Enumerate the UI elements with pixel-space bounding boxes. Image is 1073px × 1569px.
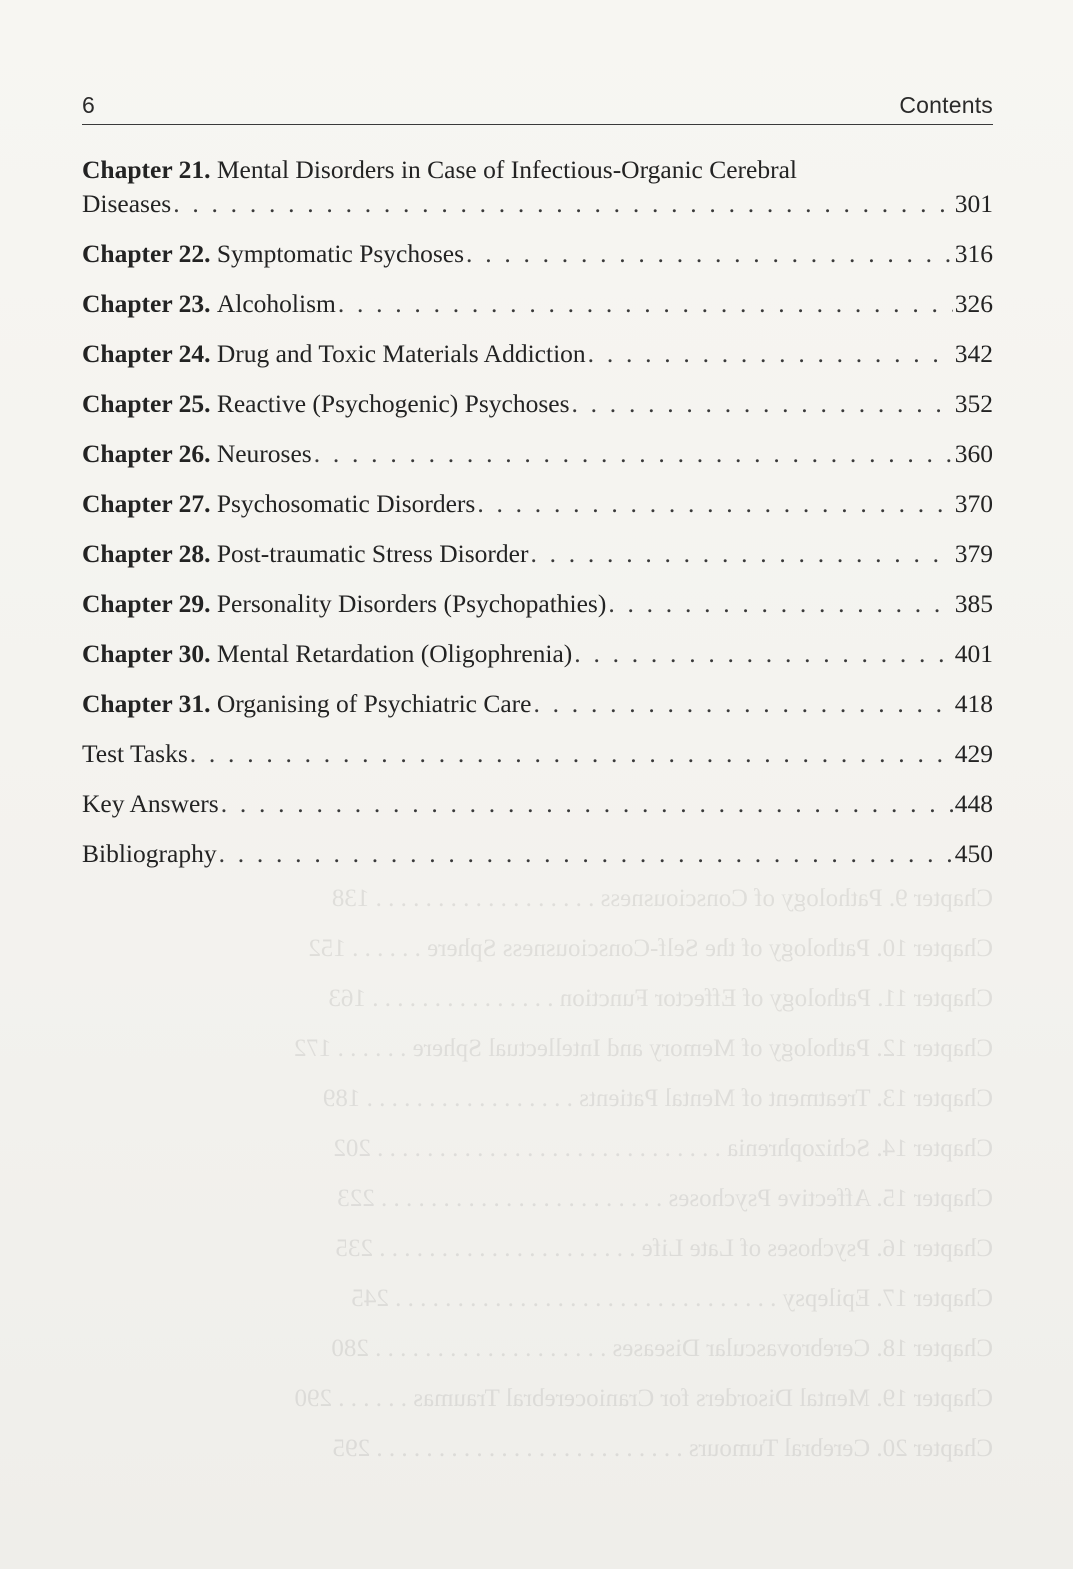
table-of-contents — [82, 153, 993, 887]
page-ref: 352 — [954, 389, 993, 418]
page-ref: 342 — [954, 339, 993, 368]
running-head — [82, 90, 993, 125]
page-ref: 360 — [954, 439, 993, 468]
chapter-label: Chapter 26. — [82, 439, 211, 468]
toc-line — [82, 287, 993, 321]
toc-line — [82, 153, 993, 187]
chapter-title: Reactive (Psychogenic) Psychoses — [216, 389, 570, 418]
chapter-label: Chapter 25. — [82, 389, 211, 418]
show-through-text: Chapter 14. Schizophrenia . . . . . . . . . . . . . . . . . . . . . . . . . . . . 202 — [333, 1135, 993, 1162]
section-title: Bibliography — [82, 839, 217, 868]
toc-line — [82, 537, 993, 571]
toc-line — [82, 587, 993, 621]
toc-line — [82, 187, 993, 221]
dot-leader — [190, 737, 953, 771]
show-through-text: Chapter 11. Pathology of Effector Function . . . . . . . . . . . . . . . 163 — [328, 985, 993, 1012]
dot-leader — [608, 587, 952, 621]
chapter-title: Drug and Toxic Materials Addiction — [216, 339, 586, 368]
toc-entry-chapter-26[interactable] — [82, 437, 993, 487]
page-ref: 301 — [954, 189, 993, 218]
dot-leader — [338, 287, 953, 321]
dot-leader — [572, 387, 953, 421]
chapter-label: Chapter 22. — [82, 239, 211, 268]
dot-leader — [477, 487, 952, 521]
toc-entry-chapter-23[interactable] — [82, 287, 993, 337]
chapter-title: Post-traumatic Stress Disorder — [216, 539, 529, 568]
chapter-label: Chapter 24. — [82, 339, 211, 368]
chapter-title: Mental Disorders in Case of Infectious-Organic Cerebral — [216, 155, 798, 184]
page-ref: 418 — [954, 689, 993, 718]
toc-line — [82, 687, 993, 721]
toc-line — [82, 487, 993, 521]
toc-line — [82, 237, 993, 271]
toc-entry-chapter-27[interactable] — [82, 487, 993, 537]
toc-line — [82, 737, 993, 771]
dot-leader — [314, 437, 953, 471]
chapter-label: Chapter 30. — [82, 639, 211, 668]
page-ref: 370 — [954, 489, 993, 518]
page-ref: 401 — [954, 639, 993, 668]
page-number: 6 — [82, 92, 95, 118]
show-through-text: Chapter 19. Mental Disorders for Craniocerebral Traumas . . . . . . 290 — [294, 1385, 993, 1412]
chapter-label: Chapter 23. — [82, 289, 211, 318]
toc-entry-test-tasks[interactable] — [82, 737, 993, 787]
chapter-label: Chapter 27. — [82, 489, 211, 518]
chapter-title: Symptomatic Psychoses — [216, 239, 465, 268]
toc-entry-chapter-30[interactable] — [82, 637, 993, 687]
dot-leader — [534, 687, 953, 721]
chapter-label: Chapter 29. — [82, 589, 211, 618]
show-through-text: Chapter 20. Cerebral Tumours . . . . . . . . . . . . . . . . . . . . . . . . . 295 — [332, 1435, 993, 1462]
toc-entry-chapter-21[interactable] — [82, 153, 993, 237]
chapter-title: Organising of Psychiatric Care — [216, 689, 532, 718]
show-through-text: Chapter 16. Psychoses of Late Life . . . . . . . . . . . . . . . . . . . . . 235 — [335, 1235, 993, 1262]
show-through-text: Chapter 15. Affective Psychoses . . . . . . . . . . . . . . . . . . . . . . . 223 — [337, 1185, 993, 1212]
running-title: Contents — [899, 92, 993, 118]
show-through-text: Chapter 12. Pathology of Memory and Intellectual Sphere . . . . . . 172 — [293, 1035, 993, 1062]
dot-leader — [466, 237, 953, 271]
page-ref: 326 — [954, 289, 993, 318]
show-through-text: Chapter 9. Pathology of Consciousness . . . . . . . . . . . . . . . . . . 138 — [331, 885, 993, 912]
chapter-title: Neuroses — [216, 439, 312, 468]
dot-leader — [588, 337, 953, 371]
chapter-label: Chapter 28. — [82, 539, 211, 568]
chapter-label: Chapter 31. — [82, 689, 211, 718]
chapter-title-continued: Diseases — [82, 189, 172, 218]
chapter-label: Chapter 21. — [82, 155, 211, 184]
chapter-title: Mental Retardation (Oligophrenia) — [216, 639, 573, 668]
toc-line — [82, 637, 993, 671]
section-title: Test Tasks — [82, 739, 188, 768]
page-ref: 450 — [954, 839, 993, 868]
toc-entry-key-answers[interactable] — [82, 787, 993, 837]
toc-line — [82, 837, 993, 871]
show-through-text: Chapter 13. Treatment of Mental Patients . . . . . . . . . . . . . . . . . 189 — [322, 1085, 993, 1112]
dot-leader — [221, 787, 953, 821]
toc-entry-chapter-28[interactable] — [82, 537, 993, 587]
toc-entry-chapter-22[interactable] — [82, 237, 993, 287]
toc-entry-chapter-24[interactable] — [82, 337, 993, 387]
show-through-text: Chapter 18. Cerebrovascular Diseases . . . . . . . . . . . . . . . . . . . 280 — [331, 1335, 993, 1362]
dot-leader — [173, 187, 953, 221]
page-ref: 448 — [954, 789, 993, 818]
dot-leader — [530, 537, 952, 571]
page-ref: 316 — [954, 239, 993, 268]
dot-leader — [574, 637, 952, 671]
show-through-text: Chapter 17. Epilepsy . . . . . . . . . . . . . . . . . . . . . . . . . . . . . . . 245 — [351, 1285, 993, 1312]
page-ref: 385 — [954, 589, 993, 618]
dot-leader — [219, 837, 953, 871]
toc-entry-chapter-31[interactable] — [82, 687, 993, 737]
page-ref: 379 — [954, 539, 993, 568]
toc-entry-chapter-29[interactable] — [82, 587, 993, 637]
section-title: Key Answers — [82, 789, 219, 818]
toc-entry-bibliography[interactable] — [82, 837, 993, 887]
toc-line — [82, 387, 993, 421]
toc-line — [82, 787, 993, 821]
chapter-title: Alcoholism — [216, 289, 336, 318]
chapter-title: Personality Disorders (Psychopathies) — [216, 589, 607, 618]
chapter-title: Psychosomatic Disorders — [216, 489, 476, 518]
toc-entry-chapter-25[interactable] — [82, 387, 993, 437]
toc-line — [82, 437, 993, 471]
page-ref: 429 — [954, 739, 993, 768]
toc-line — [82, 337, 993, 371]
show-through-text: Chapter 10. Pathology of the Self-Consciousness Sphere . . . . . . 152 — [308, 935, 993, 962]
